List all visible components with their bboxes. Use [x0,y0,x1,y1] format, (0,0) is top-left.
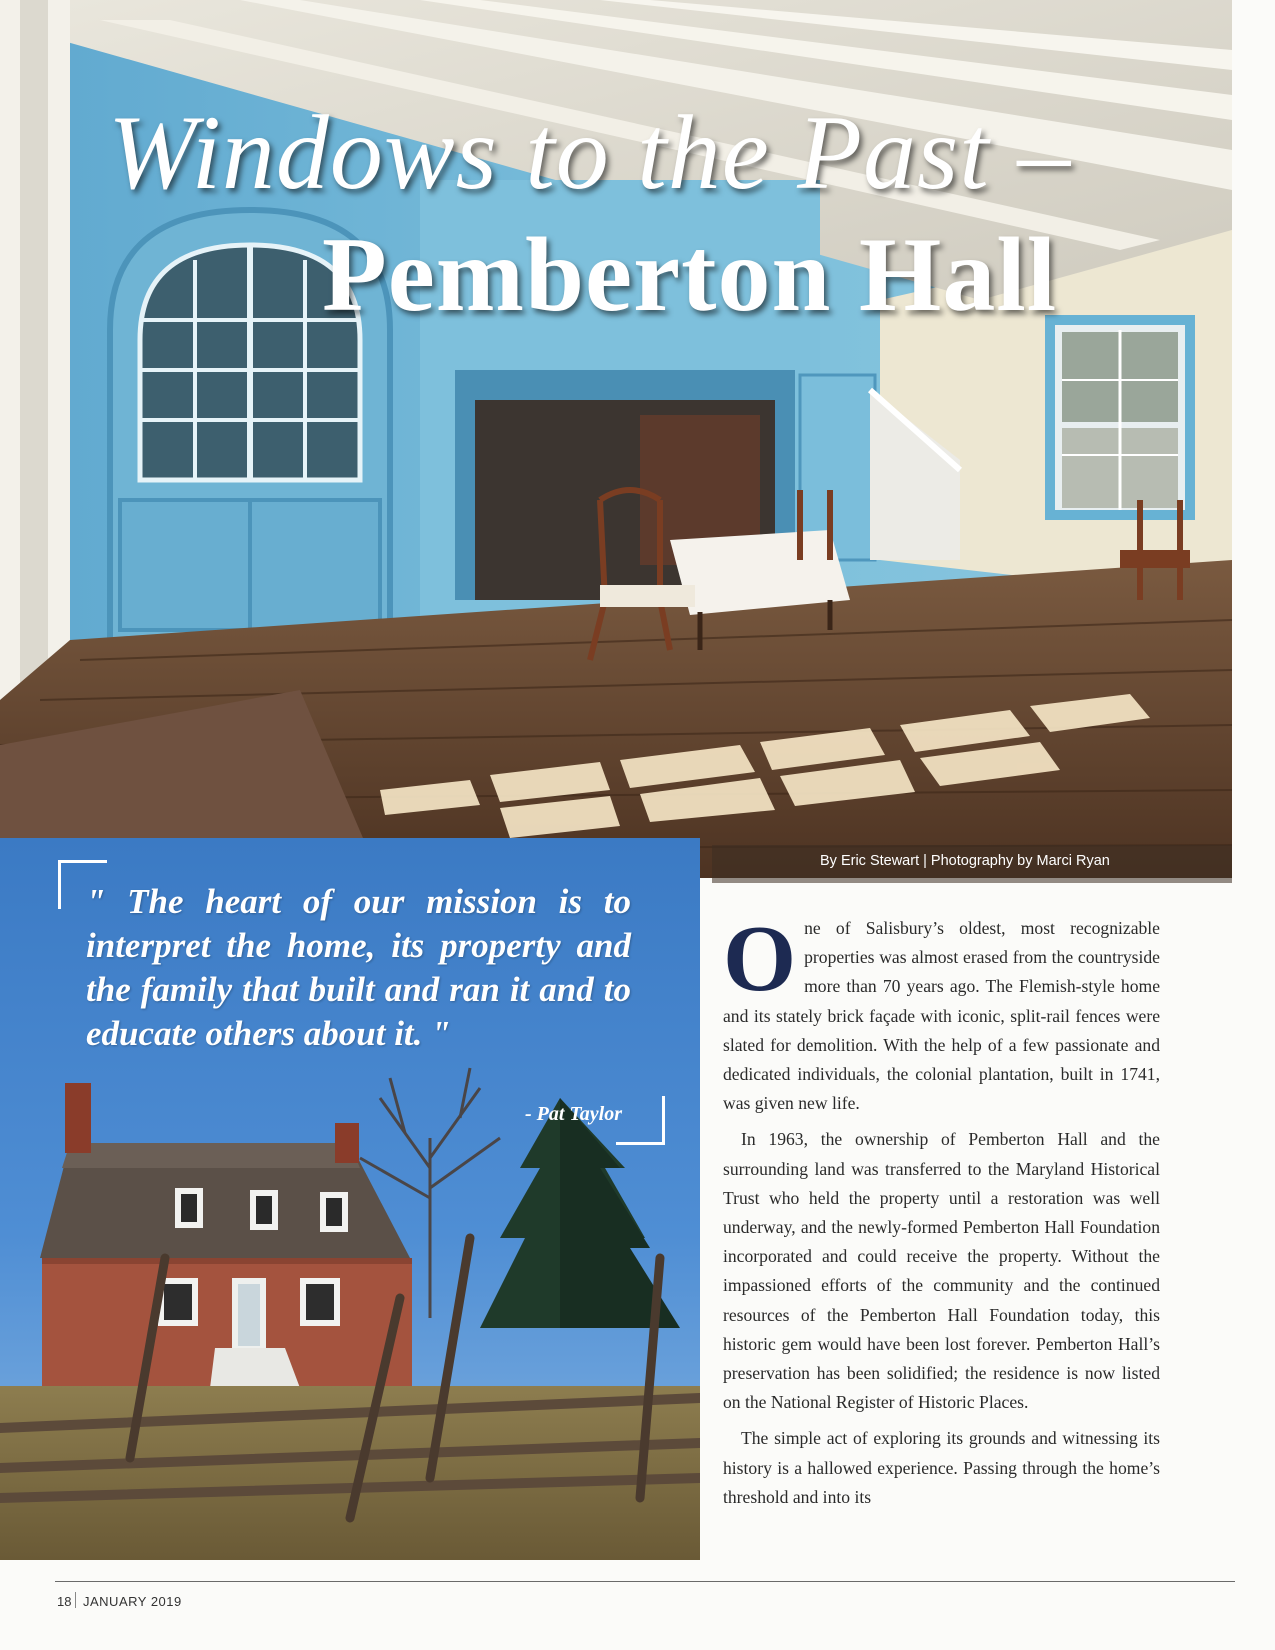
article-paragraph-2: In 1963, the ownership of Pemberton Hall and the surrounding land was transferred to the Maryland Historical Trust who held the property until a restoration was well underway, and the newly-formed Pemberton Hall Foundation incorporated and could receive the property. Without the impassioned efforts of the community and the continued resources of the Pemberton Hall Foundation today, this historic gem would have been lost forever. Pemberton Hall’s preservation has been solidified; the residence is now listed on the National Register of Historic Places. [723,1129,1160,1413]
title-line-1: Windows to the Past – [108,94,1072,211]
article-paragraph-1 [723,907,1160,1118]
footer-rule [55,1581,1235,1582]
drop-cap: O [723,907,797,1011]
byline-credit: By Eric Stewart | Photography by Marci Ryan [820,853,1110,869]
page-number: 18 [57,1594,72,1609]
article-body [723,907,1160,1519]
article-paragraph-3: The simple act of exploring its grounds and witnessing its history is a hallowed experience. Passing through the home’s threshold and into its [723,1428,1160,1507]
footer-separator [75,1592,76,1608]
article-paragraph-1-text: ne of Salisbury’s oldest, most recognizable properties was almost erased from the countryside more than 70 years ago. The Flemish-style home and its stately brick façade with iconic, split-rail fences were slated for demolition. With the help of a few passionate and dedicated individuals, the colonial plantation, built in 1741, was given new life. [723,918,1160,1114]
pull-quote-attribution: - Pat Taylor [524,1103,622,1125]
issue-date: JANUARY 2019 [83,1594,182,1609]
quote-frame-corner-bottom-right [616,1096,665,1145]
pull-quote: " The heart of our mission is to interpret the home, its property and the family that built and ran it and to educate others about it. " [86,882,631,1053]
title-line-2: Pemberton Hall [322,216,1058,333]
